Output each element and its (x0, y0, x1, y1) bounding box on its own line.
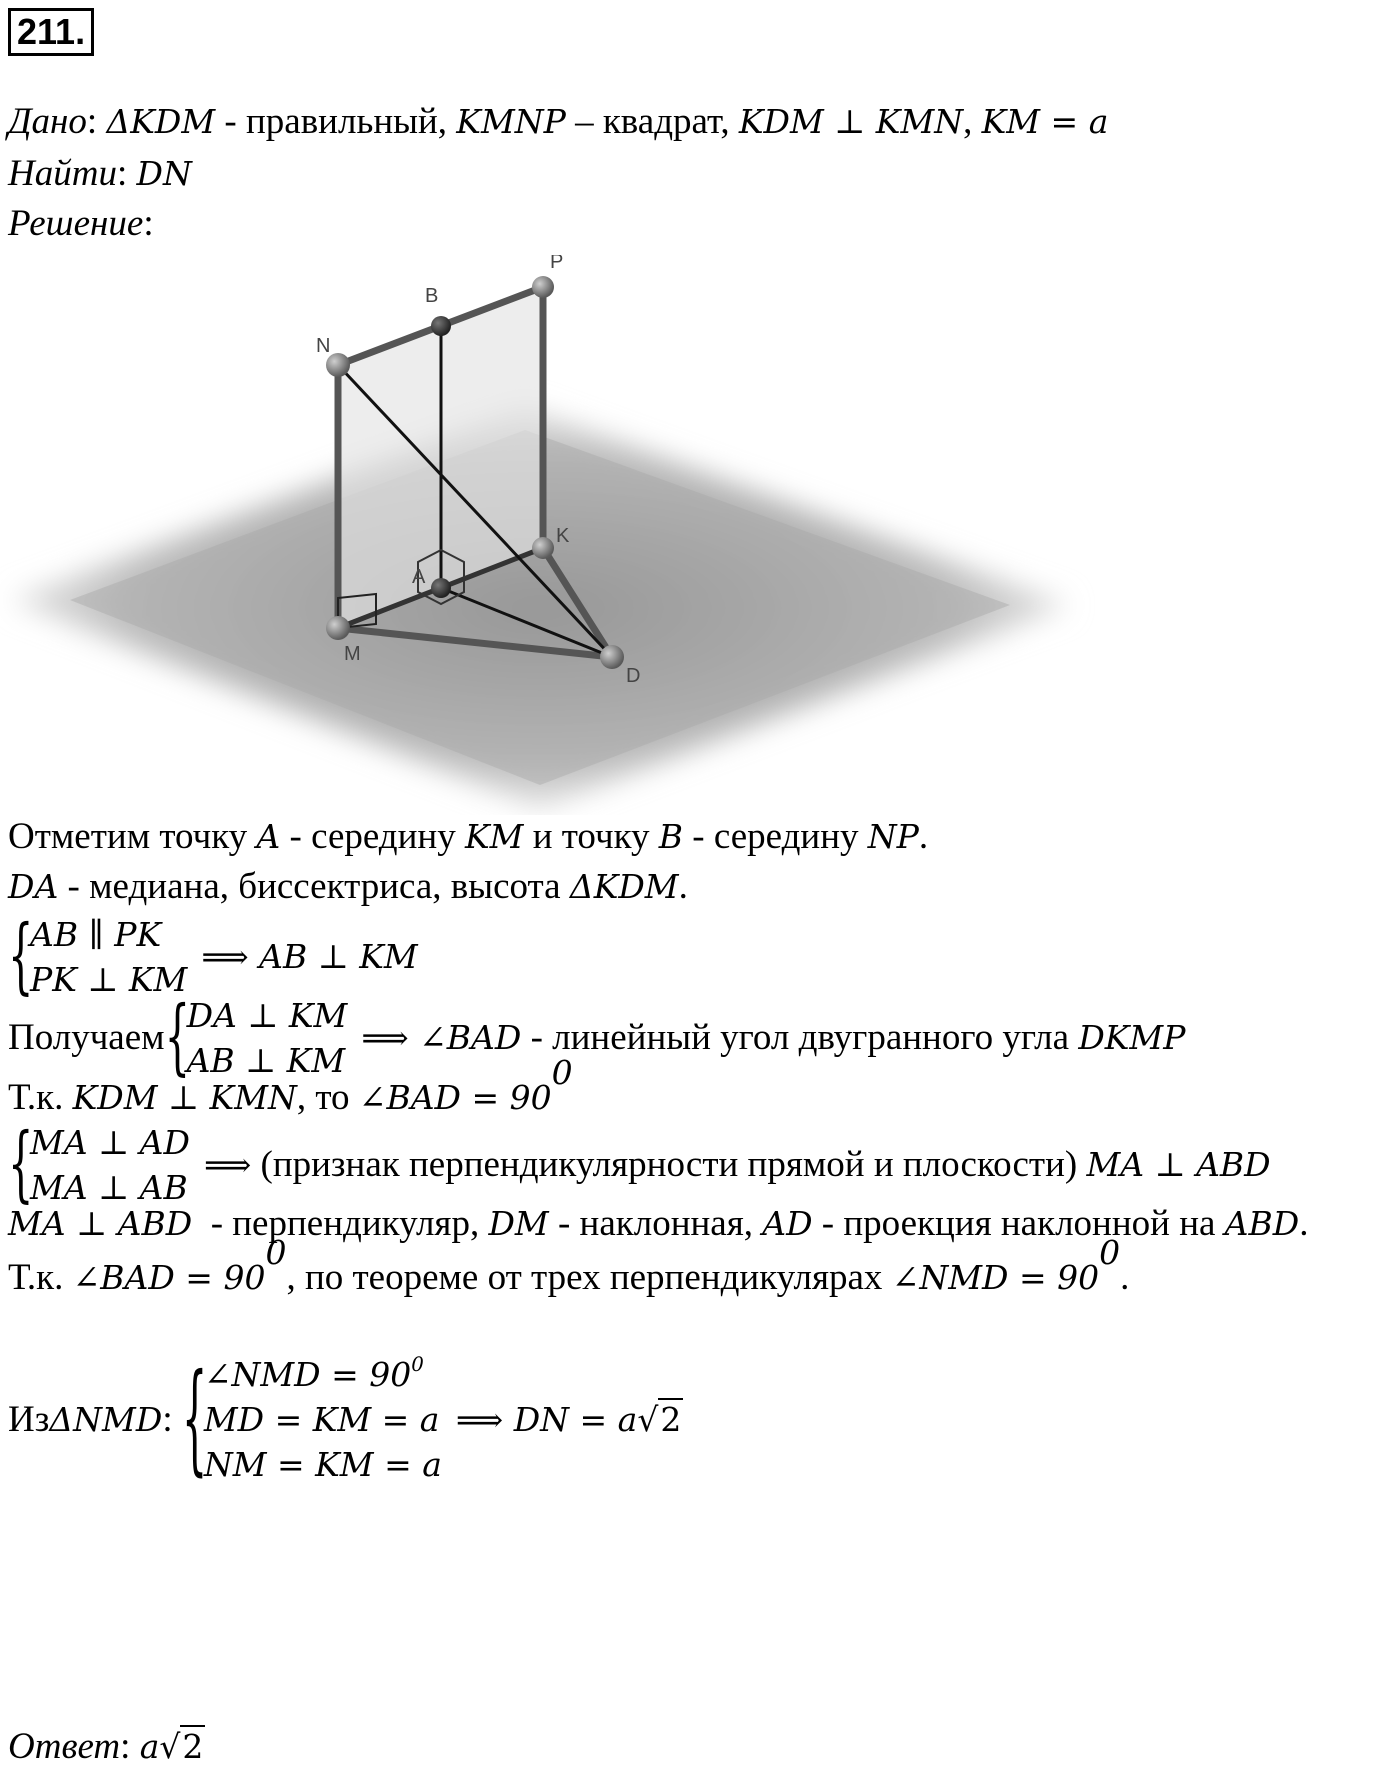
brace: { (8, 1117, 34, 1213)
brace: { (181, 1350, 208, 1489)
point-M (326, 616, 350, 640)
label-N: N (316, 335, 331, 357)
point-B (431, 316, 451, 336)
text-line-midpoints: Отметим точку A - середину KM и точку B - середину NP. (8, 816, 929, 857)
system-1: { AB ∥ PK PK ⊥ KM ⟹ AB ⊥ KM (8, 909, 418, 1005)
system-3: { MA ⊥ AD MA ⊥ AB ⟹ (признак перпендикулярности прямой и плоскости) MA ⊥ ABD (8, 1117, 1271, 1213)
label-A: A (412, 566, 426, 588)
label-B: B (425, 285, 439, 307)
point-A (431, 578, 451, 598)
point-K (532, 537, 554, 559)
brace: { (8, 909, 34, 1005)
given-line: Дано: ΔKDM - правильный, KMNP – квадрат, KDM ⊥ KMN, KM = a (8, 101, 1109, 142)
system-4: Из ΔNMD : { ∠NMD = $90^0$ MD = KM = a NM = KM = a ⟹ DN = a√2 (8, 1350, 682, 1489)
system-4-result: ⟹ DN = a√2 (455, 1399, 682, 1439)
answer-value: a√2 (139, 1727, 204, 1766)
text-line-perpendicular: MA ⊥ ABD - перпендикуляр, DM - наклонная, AD - проекция наклонной на ABD. (8, 1203, 1309, 1244)
label-K: K (556, 525, 570, 547)
solution-heading: Решение: (8, 203, 154, 244)
problem-number: 211. (8, 8, 94, 56)
label-M: M (344, 643, 361, 665)
text-line-three-perpendiculars: Т.к. ∠BAD = $90^0$, по теореме от трех перпендикулярах ∠NMD = $90^0$. (8, 1233, 1130, 1298)
text-line-median: DA - медиана, биссектриса, высота ΔKDM. (8, 866, 688, 907)
point-D (600, 645, 624, 669)
point-P (532, 276, 554, 298)
find-line: Найти: DN (8, 153, 192, 194)
brace: { (164, 990, 191, 1086)
geometry-figure (0, 255, 1240, 815)
label-D: D (626, 665, 641, 687)
text-line-right-angle: Т.к. KDM ⊥ KMN, то ∠BAD = $90^0$ (8, 1053, 573, 1118)
label-P: P (550, 255, 564, 273)
answer-line: Ответ: a√2 (8, 1726, 204, 1767)
system-2: Получаем { DA ⊥ KM AB ⊥ KM ⟹ ∠BAD - линейный угол двугранного угла DKMP (8, 990, 1186, 1086)
